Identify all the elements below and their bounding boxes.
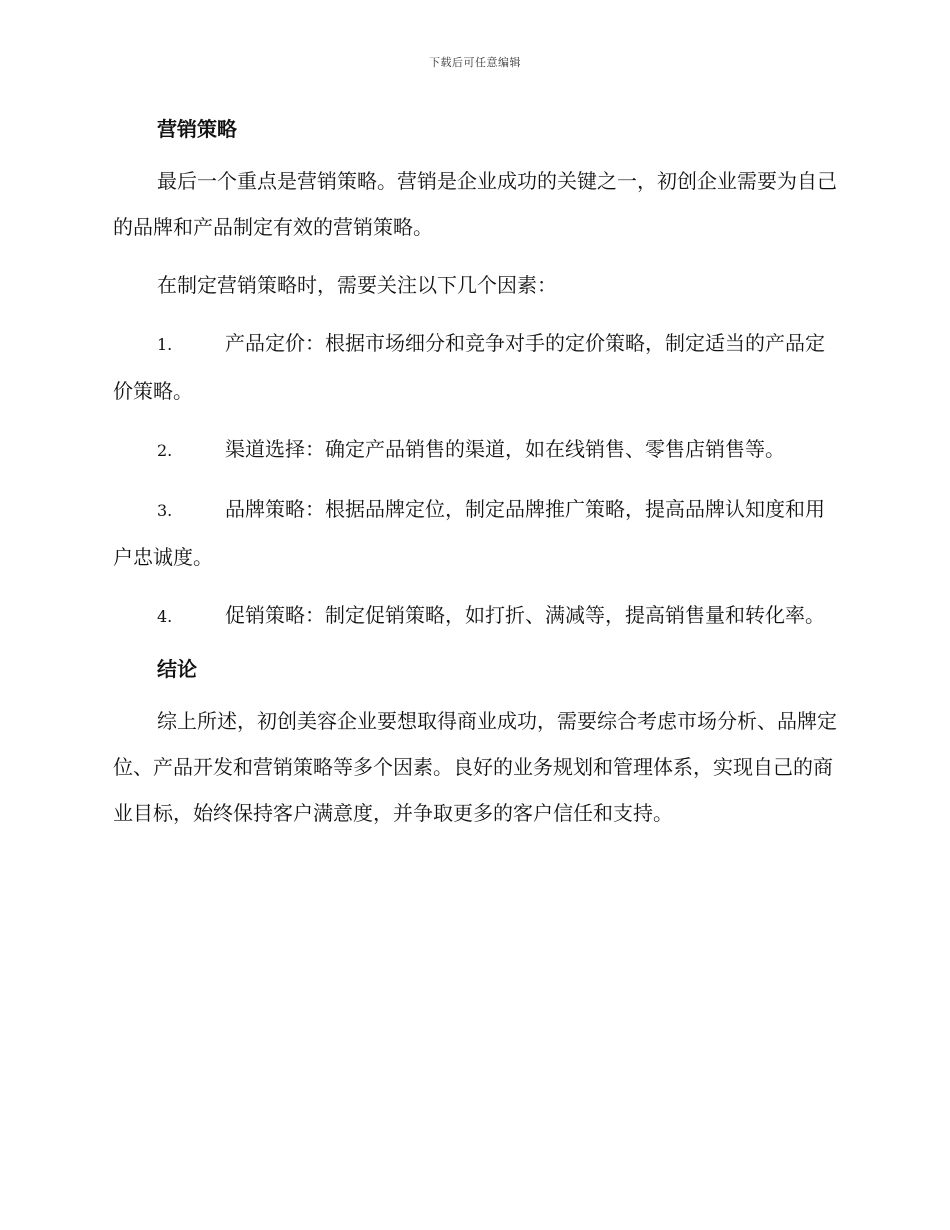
section-heading-conclusion: 结论 [157,657,197,681]
list-item [113,592,837,640]
page-header-note: 下载后可任意编辑 [429,56,521,69]
list-item-number: 1. [157,335,173,354]
list-item-text: 促销策略：制定促销策略，如打折、满减等，提高销售量和转化率。 [225,603,825,627]
list-item-number: 3. [157,501,173,520]
marketing-intro-paragraph: 最后一个重点是营销策略。营销是企业成功的关键之一，初创企业需要为自己的品牌和产品制定有效的营销策略。 [113,169,837,239]
conclusion-paragraph: 综上所述，初创美容企业要想取得商业成功，需要综合考虑市场分析、品牌定位、产品开发和营销策略等多个因素。良好的业务规划和管理体系，实现自己的商业目标，始终保持客户满意度，并争取更多的客户信任和支持。 [113,709,837,825]
list-item-number: 2. [157,441,173,460]
list-item-number: 4. [157,607,173,626]
document-body [113,112,837,848]
list-item [113,486,837,580]
list-item-text: 产品定价：根据市场细分和竞争对手的定价策略，制定适当的产品定价策略。 [113,331,825,403]
list-item-text: 渠道选择：确定产品销售的渠道，如在线销售、零售店销售等。 [225,437,785,461]
list-item [113,426,837,474]
marketing-lead-paragraph: 在制定营销策略时，需要关注以下几个因素： [157,273,557,297]
list-item [113,320,837,414]
section-heading-marketing: 营销策略 [157,117,237,141]
list-item-text: 品牌策略：根据品牌定位，制定品牌推广策略，提高品牌认知度和用户忠诚度。 [113,497,825,569]
